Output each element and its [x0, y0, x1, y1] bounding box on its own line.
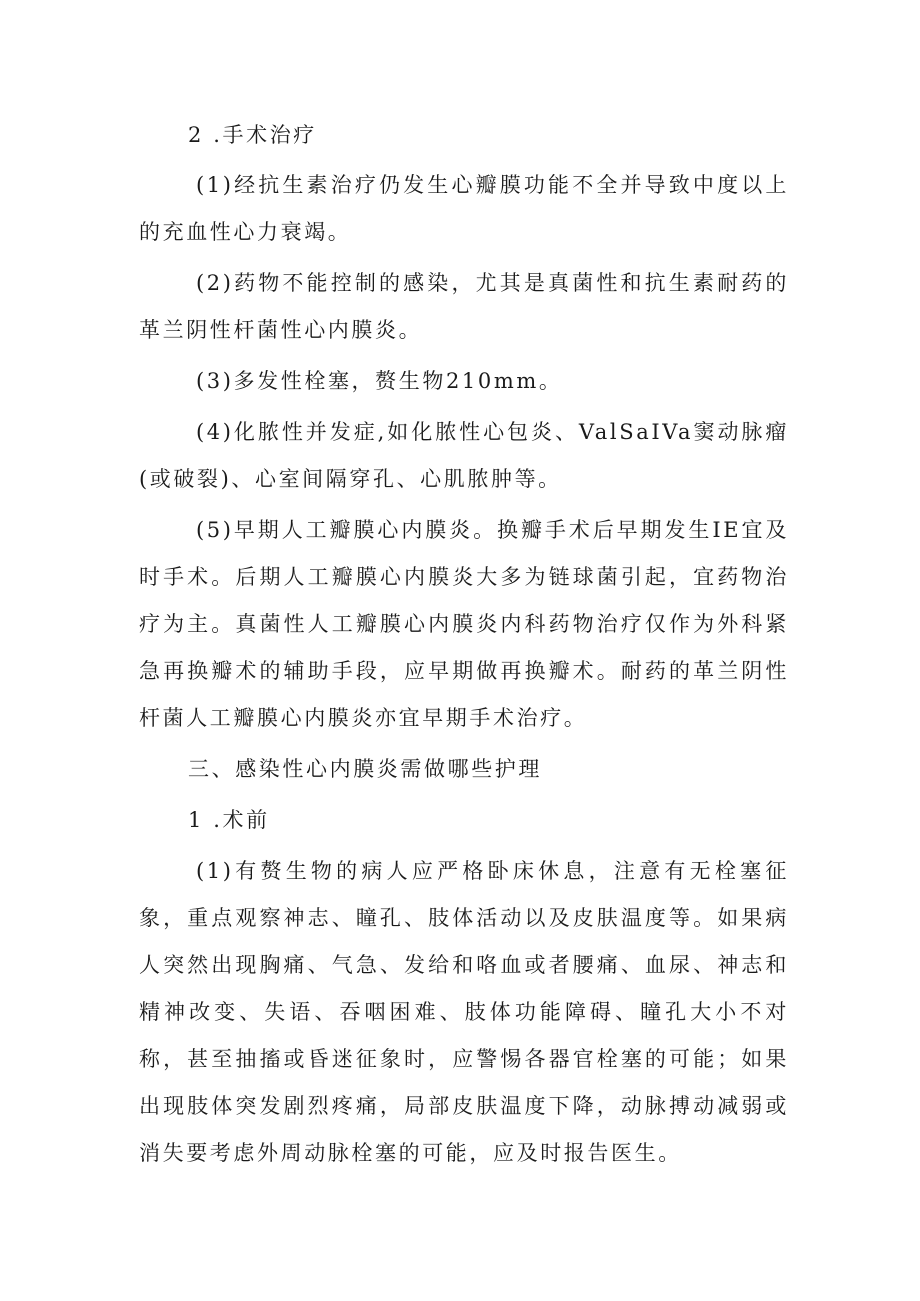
paragraph-6: (1)有赘生物的病人应严格卧床休息，注意有无栓塞征象，重点观察神志、瞳孔、肢体活动以及皮肤温度等。如果病人突然出现胸痛、气急、发给和咯血或者腰痛、血尿、神志和精神改变、失语、吞咽困难、肢体功能障碍、瞳孔大小不对称，甚至抽搐或昏迷征象时，应警惕各器官栓塞的可能；如果出现肢体突发剧烈疼痛，局部皮肤温度下降，动脉搏动减弱或消失要考虑外周动脉栓塞的可能，应及时报告医生。 — [139, 859, 789, 1165]
paragraph-2: (2)药物不能控制的感染，尤其是真菌性和抗生素耐药的革兰阴性杆菌性心内膜炎。 — [139, 271, 789, 342]
paragraph-3: (3)多发性栓塞，赘生物210mm。 — [196, 369, 563, 393]
paragraph-1: (1)经抗生素治疗仍发生心瓣膜功能不全并导致中度以上的充血性心力衰竭。 — [139, 173, 789, 244]
section-heading-nursing: 三、感染性心内膜炎需做哪些护理 — [188, 757, 542, 781]
paragraph-4: (4)化脓性并发症,如化脓性心包炎、ValSaIVa窦动脉瘤(或破裂)、心室间隔穿孔、心肌脓肿等。 — [139, 420, 789, 491]
document-body — [139, 112, 789, 1177]
paragraph-5: (5)早期人工瓣膜心内膜炎。换瓣手术后早期发生IE宜及时手术。后期人工瓣膜心内膜炎大多为链球菌引起，宜药物治疗为主。真菌性人工瓣膜心内膜炎内科药物治疗仅作为外科紧急再换瓣术的辅助手段，应早期做再换瓣术。耐药的革兰阴性杆菌人工瓣膜心内膜炎亦宜早期手术治疗。 — [139, 518, 789, 730]
section-heading-surgery: 2 .手术治疗 — [188, 123, 317, 147]
subsection-heading-preop: 1 .术前 — [188, 808, 270, 832]
